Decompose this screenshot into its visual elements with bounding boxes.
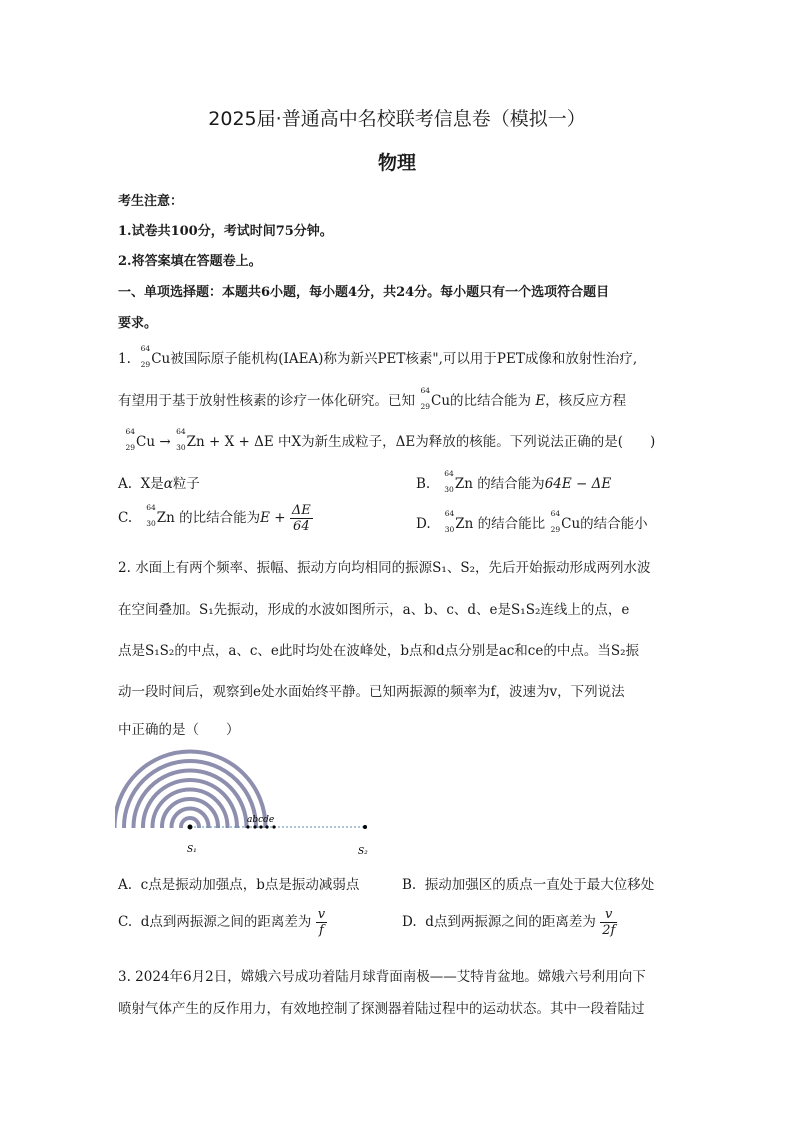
isotope-cu: 64 29: [420, 386, 430, 411]
q1-option-a[interactable]: A. X是α粒子: [118, 476, 200, 492]
isotope-cu: 64 29: [125, 427, 135, 452]
q1-number: 1.: [118, 351, 131, 367]
wave-point: [272, 825, 275, 828]
q1-option-b[interactable]: B. 64 30 Zn 的结合能为64E − ΔE: [416, 469, 612, 494]
q2-option-c[interactable]: C. d点到两振源之间的距离差为 $\frac{v}{f}$: [118, 907, 326, 938]
q1-line-2: 有望用于基于放射性核素的诊疗一体化研究。已知 64 29 Cu的比结合能为 E，核反应方程: [118, 386, 627, 411]
q3-line-2: 喷射气体产生的反作用力，有效地控制了探测器着陆过程中的运动状态。其中一段着陆过: [118, 1001, 645, 1017]
s2-label: S₂: [358, 847, 368, 857]
q2-line-2: 在空间叠加。S₁先振动，形成的水波如图所示，a、b、c、d、e是S₁S₂连线上的点，e: [118, 602, 630, 618]
q1-option-c[interactable]: C. 64 30 Zn 的比结合能为E + $\frac{\Delta E}{64}$: [118, 503, 311, 534]
section-heading-cont: 要求。: [118, 316, 158, 331]
q1-line-3: 64 29 Cu → 64 30 Zn + X + ΔE 中X为新生成粒子，ΔE为释放的核能。下列说法正确的是( ): [120, 430, 655, 450]
arrow-icon: →: [159, 434, 171, 450]
abcde-label: abcde: [247, 815, 275, 825]
fraction: $\frac{v}{2f}$: [602, 907, 616, 938]
cu-symbol: Cu: [151, 351, 171, 367]
q1-text-1: 被国际原子能机构(IAEA)称为新兴PET核素",可以用于PET成像和放射性治疗,: [170, 351, 638, 367]
s1-point: [188, 825, 193, 830]
q2-option-b[interactable]: B. 振动加强区的质点一直处于最大位移处: [402, 877, 655, 893]
q1-option-d[interactable]: D. 64 30 Zn 的结合能比 64 29 Cu的结合能小: [416, 509, 648, 534]
wave-point: [253, 825, 256, 828]
notice-item-1: 1.试卷共100分，考试时间75分钟。: [118, 224, 333, 239]
wave-point: [246, 825, 249, 828]
section-heading: 一、单项选择题：本题共6小题，每小题4分，共24分。每小题只有一个选项符合题目: [118, 285, 610, 300]
isotope-cu: 64 29: [140, 344, 151, 369]
notice-heading: 考生注意：: [118, 194, 184, 209]
q2-line-3: 点是S₁S₂的中点，a、c、e此时均处在波峰处，b点和d点分别是ac和ce的中点。当S₂振: [118, 643, 640, 659]
q3-line-1: 3. 2024年6月2日，嫦娥六号成功着陆月球背面南极——艾特肯盆地。嫦娥六号利用向下: [118, 969, 646, 985]
fraction: $\frac{\Delta E}{64}$: [291, 503, 311, 534]
q2-option-d[interactable]: D. d点到两振源之间的距离差为 $\frac{v}{2f}$: [402, 907, 616, 938]
q2-line-4: 动一段时间后，观察到e处水面始终平静。已知两振源的频率为f，波速为v，下列说法: [118, 684, 625, 700]
wave-point: [259, 825, 262, 828]
notice-item-2: 2.将答案填在答题卷上。: [118, 254, 262, 269]
q2-option-a[interactable]: A. c点是振动加强点，b点是振动减弱点: [118, 877, 360, 893]
q2-line-1: 2. 水面上有两个频率、振幅、振动方向均相同的振源S₁、S₂，先后开始振动形成两列水波: [118, 560, 651, 576]
isotope-zn: 64 30: [176, 427, 186, 452]
wave-point: [265, 825, 268, 828]
wave-fronts: [115, 752, 266, 861]
exam-title: 2025届·普通高中名校联考信息卷（模拟一）: [208, 108, 586, 130]
wave-figure: [115, 748, 385, 860]
s1-label: S₁: [187, 845, 197, 855]
subject-title: 物理: [377, 152, 416, 174]
q2-line-5: 中正确的是（ ）: [118, 722, 240, 738]
s2-point: [363, 825, 367, 829]
q1-line-1: [118, 344, 638, 369]
fraction: $\frac{v}{f}$: [317, 907, 326, 938]
